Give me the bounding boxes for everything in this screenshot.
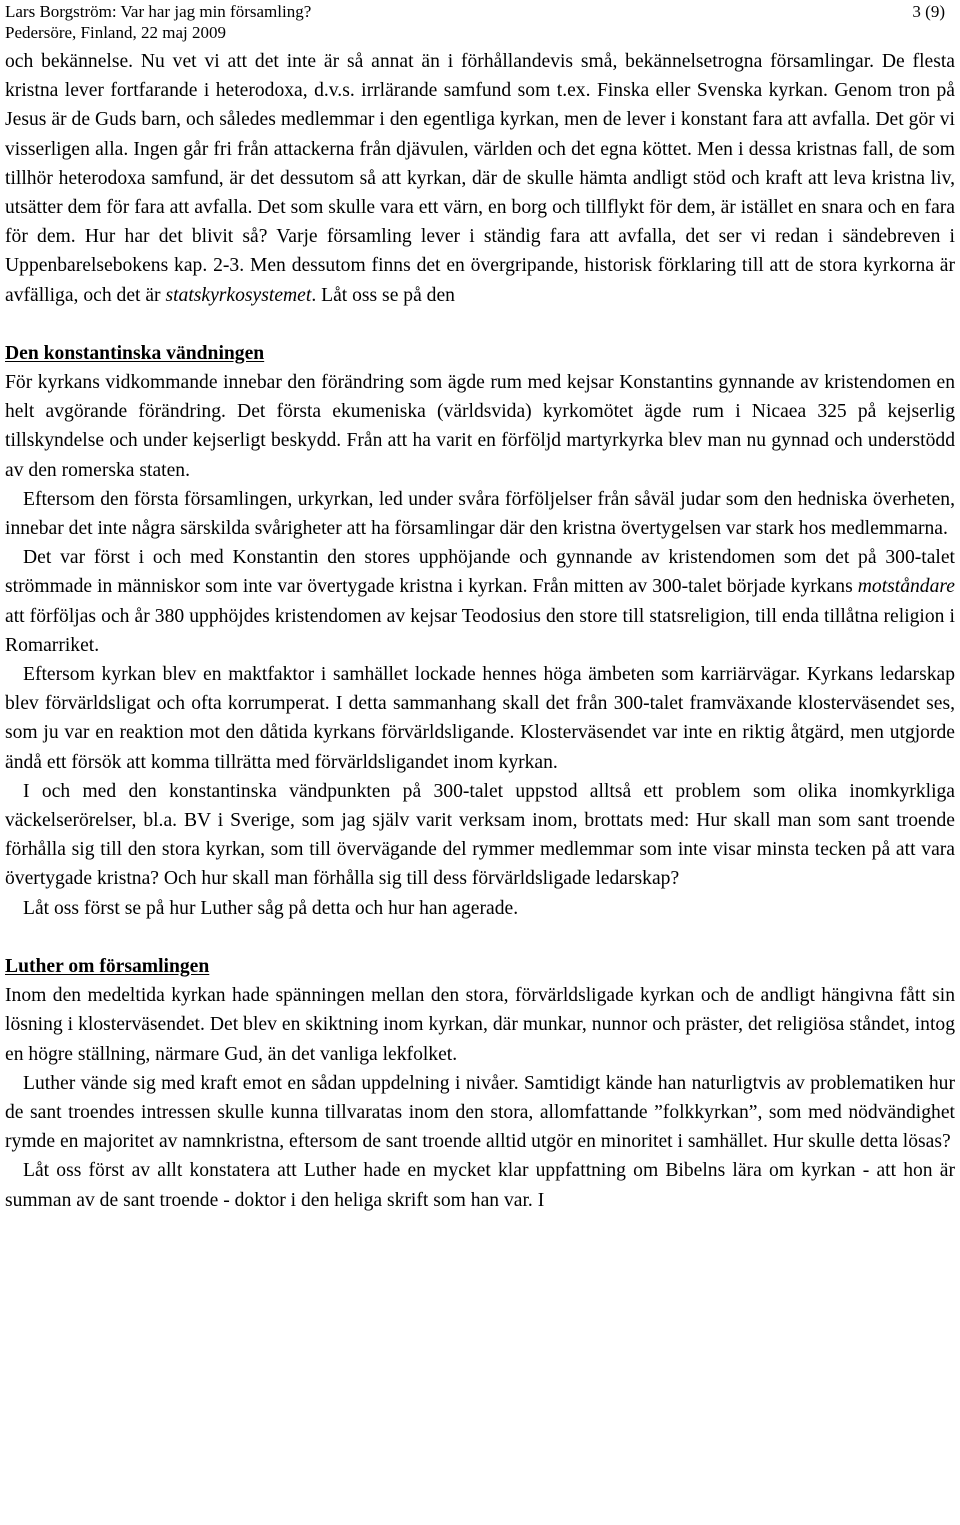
paragraph: För kyrkans vidkommande innebar den förändring som ägde rum med kejsar Konstantins gynnande av kristendomen en helt avgörande förändring. Det första ekumeniska (världsvida) kyrkomötet ägde rum i Nicaea 325 på kejserlig tillskyndelse och under kejserligt beskydd. Från att ha varit en förföljd martyrkyrka blev man nu gynnad och understödd av den romerska staten.: [5, 372, 955, 481]
paragraph-text: Det var först i och med Konstantin den stores upphöjande och gynnande av kristendomen som det på 300-talet strömmade in människor som inte var övertygade kristna i kyrkan. Från mitten av 300-talet började kyrkans: [5, 547, 955, 598]
page-header: [5, 0, 955, 47]
page-number: 3 (9): [912, 2, 945, 21]
paragraph-intro: [5, 47, 955, 310]
intro-text-end: . Låt oss se på den: [311, 284, 455, 306]
document-body: [5, 47, 955, 1215]
paragraph: I och med den konstantinska vändpunkten på 300-talet uppstod alltså ett problem som olika inomkyrkliga väckelserörelser, bl.a. BV i Sverige, som jag själv varit verksam inom, brottats med: Hur skall man som sant troende förhålla sig till den stora kyrkan, som till övervägande del rymmer medlemmar som inte visar minsta tecken på att vara övertygade kristna? Och hur skall man förhålla sig till dess förvärldsligade ledarskap?: [5, 780, 955, 890]
header-author-title: Lars Borgström: Var har jag min församling?: [5, 2, 312, 21]
paragraph: Låt oss först av allt konstatera att Luther hade en mycket klar uppfattning om Bibelns lära om kyrkan - att hon är summan av de sant troende - doktor i den heliga skrift som han var. I: [5, 1160, 955, 1211]
section-gap: [5, 923, 955, 952]
paragraph: Låt oss först se på hur Luther såg på detta och hur han agerade.: [23, 897, 519, 919]
paragraph: Inom den medeltida kyrkan hade spänningen mellan den stora, förvärldsligade kyrkan och de andligt hängivna fått sin lösning i klosterväsendet. Det blev en skiktning inom kyrkan, där munkar, nunnor och präster, det religiösa ståndet, intog en högre ställning, närmare Gud, än det vanliga lekfolket.: [5, 985, 955, 1065]
paragraph-emphasis: motståndare: [857, 576, 955, 598]
header-place-date: Pedersöre, Finland, 22 maj 2009: [5, 23, 226, 42]
paragraph-text-end: att förföljas och år 380 upphöjdes kristendomen av kejsar Teodosius den store till statsreligion, till enda tillåtna religion i Romarriket.: [5, 605, 955, 656]
section-gap: [5, 310, 955, 339]
section-heading-constantine: Den konstantinska vändningen: [5, 342, 265, 364]
paragraph: [5, 543, 955, 660]
section-heading-luther: Luther om församlingen: [5, 955, 210, 977]
intro-text: och bekännelse. Nu vet vi att det inte är så annat än i förhållandevis små, bekännelsetrogna församlingar. De flesta kristna lever fortfarande i heterodoxa, d.v.s. irrlärande samfund som t.ex. Finska eller Svenska kyrkan. Genom tron på Jesus är de Guds barn, och således medlemmar i den egentliga kyrkan, men de lever i konstant fara att avfalla. Det gör vi visserligen alla. Ingen går fri från attackerna från djävulen, världen och det egna köttet. Men i dessa kristnas fall, de som tillhör heterodoxa samfund, är det dessutom så att kyrkan, där de skulle hämta andligt stöd och kraft att leva kristna liv, utsätter dem för fara att avfalla. Det som skulle vara ett värn, en borg och tillflykt för dem, är istället en snara och en fara för dem. Hur har det blivit så? Varje församling lever i ständig fara att avfalla, det ser vi redan i sändebreven i Uppenbarelsebokens kap. 2-3. Men dessutom finns det en övergripande, historisk förklaring till att de stora kyrkorna är avfälliga, och det är: [5, 51, 955, 306]
paragraph: Luther vände sig med kraft emot en sådan uppdelning i nivåer. Samtidigt kände han naturligtvis av problematiken hur de sant troendes intressen skulle kunna tillvaratas inom den stora, allomfattande ”folkkyrkan”, som med nödvändighet rymde en majoritet av namnkristna, eftersom de sant troende alltid utgör en minoritet i samhället. Hur skulle detta lösas?: [5, 1072, 955, 1153]
document-page: [5, 0, 955, 1215]
paragraph: Eftersom kyrkan blev en maktfaktor i samhället lockade hennes höga ämbeten som karriärvägar. Kyrkans ledarskap blev förvärldsligat och ofta korrumperat. I detta sammanhang skall det från 300-talet framväxande klosterväsendet ses, som ju var en reaktion mot den dåtida kyrkans förvärldsligande. Klosterväsendet var inte en riktig åtgärd, men utgjorde ändå ett försök att komma tillrätta med förvärldsligandet inom kyrkan.: [5, 664, 955, 773]
paragraph: Eftersom den första församlingen, urkyrkan, led under svåra förföljelser från såväl judar som den hedniska överheten, innebar det inte några särskilda svårigheter att ha församlingar där den kristna övertygelsen var stark hos medlemmarna.: [5, 488, 955, 540]
intro-emphasis: statskyrkosystemet: [165, 284, 312, 306]
